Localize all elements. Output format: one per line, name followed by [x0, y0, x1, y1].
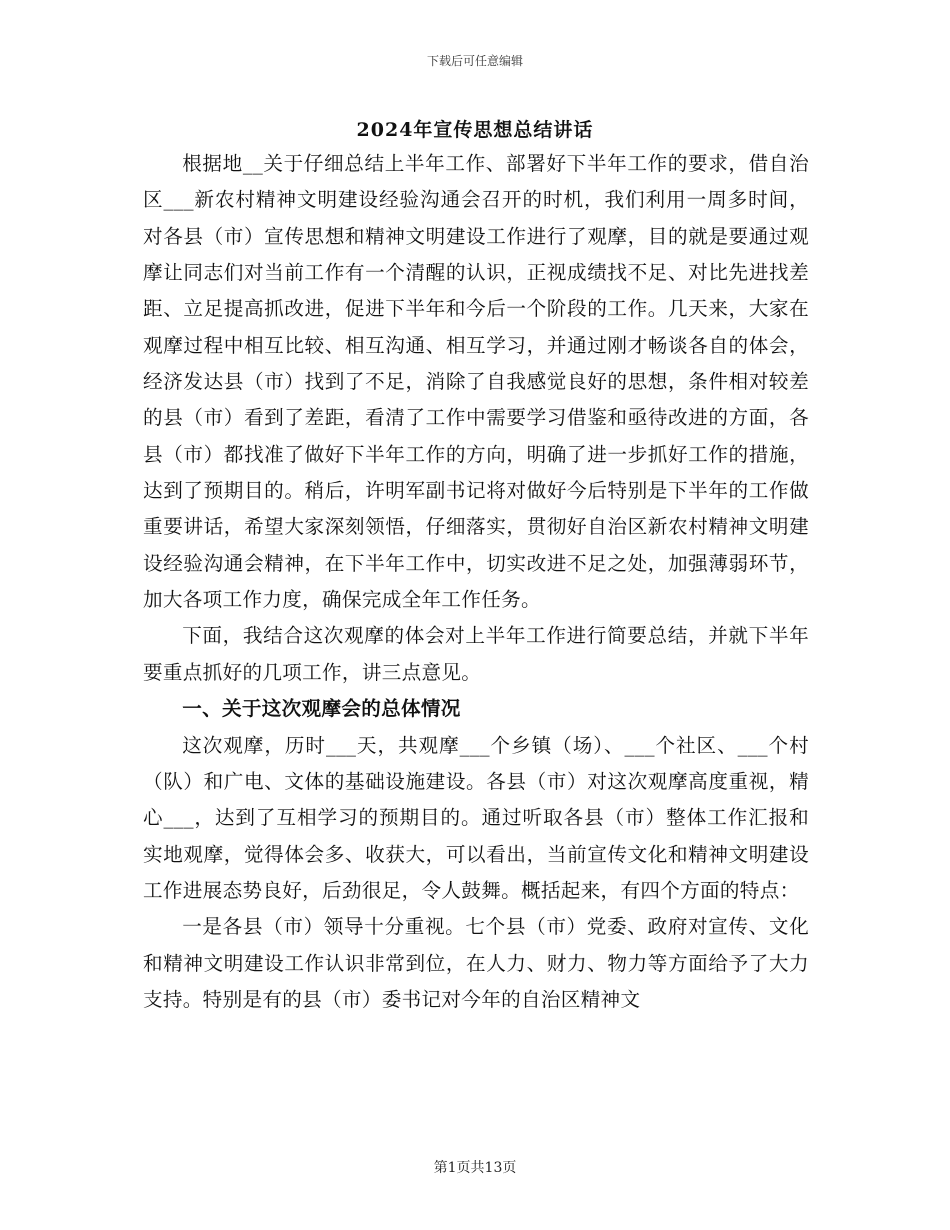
paragraph-point-one: 一是各县（市）领导十分重视。七个县（市）党委、政府对宣传、文化和精神文明建设工作认识非常到位，在人力、财力、物力等方面给予了大力支持。特别是有的县（市）委书记对今年的自治区精神文: [143, 915, 809, 1011]
section-heading-1: 一、关于这次观摩会的总体情况: [182, 697, 461, 721]
page-header-note: 下载后可任意编辑: [426, 54, 523, 68]
document-body: [143, 146, 809, 1018]
document-title: 2024年宣传思想总结讲话: [356, 119, 594, 141]
paragraph-outline: 下面，我结合这次观摩的体会对上半年工作进行简要总结，并就下半年要重点抓好的几项工作，讲三点意见。: [143, 624, 809, 684]
paragraph-intro: 根据地__关于仔细总结上半年工作、部署好下半年工作的要求，借自治区___新农村精神文明建设经验沟通会召开的时机，我们利用一周多时间，对各县（市）宣传思想和精神文明建设工作进行了观摩，目的就是要通过观摩让同志们对当前工作有一个清醒的认识，正视成绩找不足、对比先进找差距、立足提高抓改进，促进下半年和今后一个阶段的工作。几天来，大家在观摩过程中相互比较、相互沟通、相互学习，并通过刚才畅谈各自的体会，经济发达县（市）找到了不足，消除了自我感觉良好的思想，条件相对较差的县（市）看到了差距，看清了工作中需要学习借鉴和亟待改进的方面，各县（市）都找准了做好下半年工作的方向，明确了进一步抓好工作的措施，达到了预期目的。稍后，许明军副书记将对做好今后特别是下半年的工作做重要讲话，希望大家深刻领悟，仔细落实，贯彻好自治区新农村精神文明建设经验沟通会精神，在下半年工作中，切实改进不足之处，加强薄弱环节，加大各项工作力度，确保完成全年工作任务。: [143, 152, 809, 612]
paragraph-observation: 这次观摩，历时___天，共观摩___个乡镇（场）、___个社区、___个村（队）和广电、文体的基础设施建设。各县（市）对这次观摩高度重视，精心___，达到了互相学习的预期目的。通过听取各县（市）整体工作汇报和实地观摩，觉得体会多、收获大，可以看出，当前宣传文化和精神文明建设工作进展态势良好，后劲很足，令人鼓舞。概括起来，有四个方面的特点：: [143, 733, 809, 902]
page-footer-number: 第1页共13页: [433, 1160, 517, 1176]
